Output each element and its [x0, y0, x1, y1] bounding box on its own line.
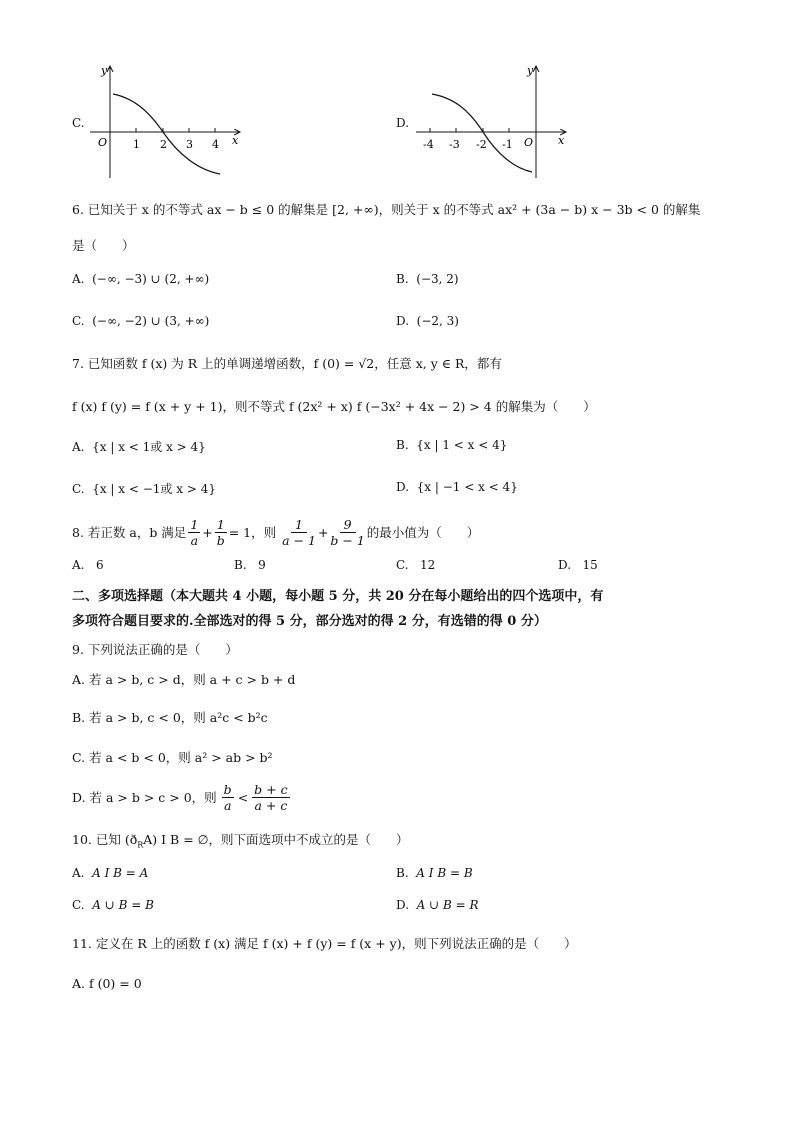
q6-option-b: B. (−3, 2): [396, 272, 459, 286]
graph-c: [88, 62, 258, 182]
q8-cond-frac-2: $\frac{1}{b}$: [216, 516, 225, 548]
graph-d: [414, 62, 574, 182]
q6-stem-line1: 6. 已知关于 x 的不等式 ax − b ≤ 0 的解集是 [2, +∞)，则关于 x 的不等式 ax² + (3a − b) x − 3b < 0 的解集: [72, 202, 701, 217]
graph-c-tick-4: 4: [212, 138, 219, 151]
q7-stem-line1: 7. 已知函数 f (x) 为 R 上的单调递增函数，f (0) = √2，任意 x, y ∈ R，都有: [72, 356, 502, 371]
q6-option-d: D. (−2, 3): [396, 314, 459, 328]
q9-option-d: D. 若 a > b > c > 0，则 b a < b + c a + c: [72, 781, 288, 813]
q7-stem-line2: f (x) f (y) = f (x + y + 1)，则不等式 f (2x² + x) f (−3x² + 4x − 2) > 4 的解集为（ ）: [72, 399, 596, 414]
graph-c-curve: [113, 94, 220, 174]
graph-d-label: D.: [396, 116, 410, 130]
q10-option-b: B. A I B = B: [396, 866, 473, 880]
graph-d-x-label: x: [558, 134, 565, 147]
q8-prefix: 8. 若正数 a，b 满足: [72, 525, 187, 540]
q7-option-d: D. {x | −1 < x < 4}: [396, 480, 518, 494]
graph-d-origin: O: [524, 136, 534, 149]
q8-suffix: 的最小值为（ ）: [366, 525, 480, 540]
q9-option-c: C. 若 a < b < 0，则 a² > ab > b²: [72, 750, 273, 765]
q6-option-a: A. (−∞, −3) ∪ (2, +∞): [72, 272, 210, 286]
q10-option-c: C. A ∪ B = B: [72, 898, 154, 912]
q6-stem-line2: 是（ ）: [72, 238, 135, 253]
q7-option-a: A. {x | x < 1或 x > 4}: [72, 440, 206, 454]
q9-option-b: B. 若 a > b, c < 0，则 a²c < b²c: [72, 710, 268, 725]
graph-d-curve: [432, 94, 532, 172]
graph-c-tick-1: 1: [133, 138, 140, 151]
q10-option-a: A. A I B = A: [72, 866, 149, 880]
graph-d-y-label: y: [527, 64, 534, 77]
q9-d-frac-1: b a: [223, 781, 232, 813]
q8-cond-frac-1: 1 a: [190, 516, 199, 548]
q9-option-a: A. 若 a > b, c > d，则 a + c > b + d: [72, 672, 296, 687]
graph-c-tick-3: 3: [186, 138, 193, 151]
q8-exp-frac-2: $\frac{9}{b - 1}$: [330, 516, 365, 548]
graph-c-y-label: y: [101, 64, 108, 77]
graph-c-label: C.: [72, 116, 85, 130]
q8-exp-frac-1: 1 a − 1: [282, 516, 316, 548]
q8-stem: 8. 若正数 a，b 满足 1 a + $\frac{1}{b}$ = 1，则 1 a − 1 + $\frac{9}{b - 1}$ 的最小值为（ ）: [72, 516, 480, 548]
section-2-heading-line1: 二、多项选择题（本大题共 4 小题，每小题 5 分，共 20 分在每小题给出的四个选项中，有: [72, 589, 604, 604]
q10-option-d: D. A ∪ B = R: [396, 898, 479, 912]
graph-d-tick-m1: -1: [502, 138, 513, 151]
graph-d-tick-m2: -2: [476, 138, 487, 151]
q11-option-a: A. f (0) = 0: [72, 976, 142, 991]
q7-option-b: B. {x | 1 < x < 4}: [396, 438, 508, 452]
q11-stem: 11. 定义在 R 上的函数 f (x) 满足 f (x) + f (y) = f (x + y)，则下列说法正确的是（ ）: [72, 936, 577, 951]
q8-option-b: B. 9: [234, 558, 266, 572]
q6-option-c: C. (−∞, −2) ∪ (3, +∞): [72, 314, 210, 328]
graph-c-x-label: x: [232, 134, 239, 147]
q10-stem: 10. 已知 $(ð_RA)$ I B = ∅，则下面选项中不成立的是（ ）: [72, 832, 409, 850]
q7-option-c: C. {x | x < −1或 x > 4}: [72, 482, 216, 496]
graph-c-tick-2: 2: [160, 138, 167, 151]
q9-stem: 9. 下列说法正确的是（ ）: [72, 642, 238, 657]
q8-option-d: D. 15: [558, 558, 598, 572]
section-2-heading-line2: 多项符合题目要求的.全部选对的得 5 分，部分选对的得 2 分，有选错的得 0 分）: [72, 614, 547, 629]
q8-option-c: C. 12: [396, 558, 436, 572]
graph-d-tick-m4: -4: [423, 138, 434, 151]
q9-d-frac-2: b + c a + c: [254, 781, 288, 813]
graph-d-tick-m3: -3: [449, 138, 460, 151]
q8-option-a: A. 6: [72, 558, 104, 572]
graph-c-origin: O: [98, 136, 108, 149]
